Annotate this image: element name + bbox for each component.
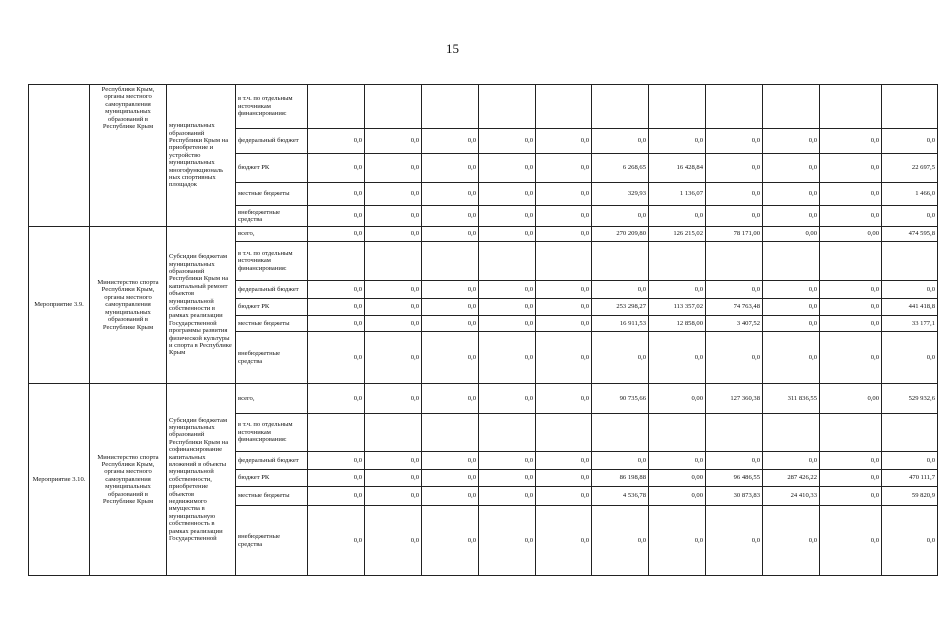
value-cell: 0,0: [536, 154, 592, 183]
value-cell: 0,00: [763, 227, 820, 242]
value-cell: 0,0: [706, 506, 763, 576]
value-cell: 0,0: [422, 316, 479, 332]
value-cell: 4 536,78: [592, 487, 649, 506]
value-cell: 0,0: [882, 332, 938, 384]
value-cell: 0,0: [706, 206, 763, 227]
value-cell: 0,0: [820, 299, 882, 316]
value-cell: 0,0: [649, 332, 706, 384]
value-cell: 0,0: [308, 183, 365, 206]
value-cell: 113 357,02: [649, 299, 706, 316]
value-cell: 0,0: [706, 332, 763, 384]
value-cell: [422, 414, 479, 452]
value-cell: 0,0: [365, 281, 422, 299]
value-cell: 0,0: [536, 332, 592, 384]
value-cell: 0,00: [820, 227, 882, 242]
description-cell: Субсидии бюджетам муниципальных образований Республики Крым на софинансирование капитальных вложений в объекты муниципальной собственности, приобретение объектов недвижимого имущества в муниципальную собственность в рамках реализации Государственной: [167, 384, 236, 576]
value-cell: 470 111,7: [882, 470, 938, 487]
value-cell: 0,0: [365, 227, 422, 242]
value-cell: 270 209,80: [592, 227, 649, 242]
value-cell: [592, 242, 649, 281]
value-cell: [479, 242, 536, 281]
value-cell: 0,0: [479, 299, 536, 316]
value-cell: 0,0: [763, 206, 820, 227]
value-cell: 0,0: [820, 206, 882, 227]
value-cell: 126 215,02: [649, 227, 706, 242]
value-cell: 0,0: [479, 384, 536, 414]
value-cell: 59 820,9: [882, 487, 938, 506]
value-cell: 0,0: [882, 506, 938, 576]
value-cell: 0,0: [882, 206, 938, 227]
value-cell: 0,0: [479, 487, 536, 506]
value-cell: 0,0: [820, 470, 882, 487]
value-cell: 0,0: [479, 470, 536, 487]
value-cell: 0,0: [649, 281, 706, 299]
value-cell: 86 198,88: [592, 470, 649, 487]
table-row: [29, 227, 938, 242]
value-cell: 0,0: [479, 506, 536, 576]
value-cell: 0,0: [308, 281, 365, 299]
value-cell: [592, 85, 649, 129]
value-cell: [365, 414, 422, 452]
value-cell: 0,0: [706, 281, 763, 299]
measure-name: Мероприятие 3.9.: [29, 227, 90, 384]
value-cell: 0,0: [308, 129, 365, 154]
value-cell: [479, 414, 536, 452]
value-cell: 0,0: [365, 154, 422, 183]
funding-source: бюджет РК: [236, 470, 308, 487]
value-cell: [882, 242, 938, 281]
value-cell: [536, 414, 592, 452]
value-cell: 0,0: [649, 506, 706, 576]
page-number: 15: [446, 41, 459, 56]
value-cell: 0,0: [592, 129, 649, 154]
value-cell: 0,0: [763, 332, 820, 384]
value-cell: 0,0: [706, 154, 763, 183]
value-cell: 0,0: [763, 129, 820, 154]
funding-source: федеральный бюджет: [236, 129, 308, 154]
value-cell: 0,0: [536, 452, 592, 470]
value-cell: 0,0: [592, 281, 649, 299]
value-cell: 0,0: [422, 332, 479, 384]
value-cell: 0,0: [308, 227, 365, 242]
value-cell: 0,0: [820, 154, 882, 183]
value-cell: [649, 414, 706, 452]
value-cell: 0,0: [536, 281, 592, 299]
value-cell: [649, 85, 706, 129]
value-cell: 0,0: [308, 206, 365, 227]
value-cell: 127 360,38: [706, 384, 763, 414]
value-cell: 0,0: [763, 506, 820, 576]
value-cell: [308, 414, 365, 452]
value-cell: 0,0: [308, 487, 365, 506]
value-cell: [308, 242, 365, 281]
value-cell: 0,0: [763, 154, 820, 183]
table-body: [29, 85, 938, 576]
value-cell: 0,0: [536, 470, 592, 487]
funding-source: в т.ч. по отдельным источникам финансирования:: [236, 242, 308, 281]
value-cell: 0,0: [706, 452, 763, 470]
value-cell: 0,0: [592, 452, 649, 470]
value-cell: 0,0: [308, 384, 365, 414]
value-cell: [479, 85, 536, 129]
value-cell: 0,0: [479, 281, 536, 299]
value-cell: [422, 85, 479, 129]
value-cell: [422, 242, 479, 281]
value-cell: 0,0: [422, 506, 479, 576]
value-cell: 6 268,65: [592, 154, 649, 183]
value-cell: 0,0: [365, 384, 422, 414]
value-cell: 0,0: [479, 332, 536, 384]
value-cell: 12 858,00: [649, 316, 706, 332]
value-cell: 0,0: [422, 487, 479, 506]
value-cell: [820, 242, 882, 281]
measure-name: Мероприятие 3.10.: [29, 384, 90, 576]
funding-source: бюджет РК: [236, 154, 308, 183]
value-cell: [536, 242, 592, 281]
value-cell: 1 466,0: [882, 183, 938, 206]
value-cell: 0,0: [365, 183, 422, 206]
value-cell: [763, 414, 820, 452]
measure-name: [29, 85, 90, 227]
description-cell: муниципальных образований Республики Крым на приобретение и устройство муниципальных многофункциональ ных спортивных площадок: [167, 85, 236, 227]
value-cell: 0,0: [308, 299, 365, 316]
value-cell: 0,0: [479, 206, 536, 227]
value-cell: 0,0: [536, 487, 592, 506]
value-cell: 74 763,48: [706, 299, 763, 316]
funding-source: всего,: [236, 227, 308, 242]
value-cell: 0,0: [882, 129, 938, 154]
value-cell: 0,0: [536, 183, 592, 206]
value-cell: [706, 85, 763, 129]
budget-table: [28, 84, 938, 576]
value-cell: 0,0: [308, 316, 365, 332]
value-cell: 0,0: [422, 154, 479, 183]
value-cell: 90 735,66: [592, 384, 649, 414]
value-cell: [592, 414, 649, 452]
value-cell: [882, 414, 938, 452]
funding-source: всего,: [236, 384, 308, 414]
value-cell: 0,00: [820, 384, 882, 414]
value-cell: 0,0: [422, 470, 479, 487]
value-cell: 0,0: [479, 183, 536, 206]
value-cell: 0,0: [536, 129, 592, 154]
value-cell: 0,0: [365, 470, 422, 487]
value-cell: 30 873,83: [706, 487, 763, 506]
value-cell: 0,0: [365, 506, 422, 576]
value-cell: 0,0: [536, 299, 592, 316]
description-cell: Субсидии бюджетам муниципальных образований Республики Крым на капитальный ремонт объектов муниципальной собственности в рамках реализации Государственной программы развития физической культуры и спорта в Республике Крым: [167, 227, 236, 384]
value-cell: 0,0: [422, 299, 479, 316]
value-cell: 0,0: [820, 332, 882, 384]
value-cell: [882, 85, 938, 129]
value-cell: 0,0: [649, 452, 706, 470]
funding-source: бюджет РК: [236, 299, 308, 316]
funding-source: местные бюджеты: [236, 183, 308, 206]
value-cell: 22 697,5: [882, 154, 938, 183]
value-cell: 287 426,22: [763, 470, 820, 487]
table-row: [29, 85, 938, 129]
value-cell: 0,0: [536, 384, 592, 414]
value-cell: 0,0: [365, 316, 422, 332]
value-cell: 0,0: [308, 470, 365, 487]
value-cell: [365, 242, 422, 281]
funding-source: в т.ч. по отдельным источникам финансирования:: [236, 85, 308, 129]
value-cell: 329,93: [592, 183, 649, 206]
value-cell: 0,0: [706, 183, 763, 206]
value-cell: [820, 85, 882, 129]
value-cell: 311 836,55: [763, 384, 820, 414]
value-cell: 0,0: [649, 129, 706, 154]
value-cell: [763, 85, 820, 129]
value-cell: 0,0: [365, 299, 422, 316]
value-cell: 0,0: [763, 452, 820, 470]
value-cell: 529 932,6: [882, 384, 938, 414]
value-cell: 0,0: [763, 281, 820, 299]
value-cell: 0,0: [422, 129, 479, 154]
funding-source: федеральный бюджет: [236, 452, 308, 470]
value-cell: 3 407,52: [706, 316, 763, 332]
funding-source: внебюджетные средства: [236, 332, 308, 384]
value-cell: [706, 242, 763, 281]
value-cell: 0,0: [536, 506, 592, 576]
value-cell: 0,0: [308, 506, 365, 576]
value-cell: 0,0: [882, 452, 938, 470]
value-cell: 0,0: [536, 227, 592, 242]
value-cell: 441 418,8: [882, 299, 938, 316]
value-cell: 33 177,1: [882, 316, 938, 332]
value-cell: 0,0: [365, 129, 422, 154]
value-cell: 0,0: [422, 227, 479, 242]
value-cell: 0,0: [422, 384, 479, 414]
value-cell: 0,00: [649, 384, 706, 414]
value-cell: [536, 85, 592, 129]
value-cell: 0,0: [422, 183, 479, 206]
funding-source: внебюджетные средства: [236, 506, 308, 576]
value-cell: 0,0: [422, 206, 479, 227]
funding-source: в т.ч. по отдельным источникам финансирования:: [236, 414, 308, 452]
value-cell: 0,0: [308, 452, 365, 470]
value-cell: [365, 85, 422, 129]
value-cell: 0,0: [479, 129, 536, 154]
value-cell: 16 428,84: [649, 154, 706, 183]
value-cell: 0,0: [365, 452, 422, 470]
value-cell: 0,0: [592, 332, 649, 384]
value-cell: 0,0: [820, 183, 882, 206]
value-cell: 0,0: [536, 316, 592, 332]
value-cell: 474 595,8: [882, 227, 938, 242]
value-cell: 0,0: [820, 316, 882, 332]
value-cell: 78 171,00: [706, 227, 763, 242]
value-cell: 0,0: [479, 227, 536, 242]
value-cell: [820, 414, 882, 452]
value-cell: 0,0: [820, 487, 882, 506]
value-cell: 0,0: [365, 332, 422, 384]
funding-source: федеральный бюджет: [236, 281, 308, 299]
value-cell: 24 410,33: [763, 487, 820, 506]
value-cell: 0,0: [763, 299, 820, 316]
value-cell: 1 136,07: [649, 183, 706, 206]
value-cell: 0,0: [820, 281, 882, 299]
value-cell: 0,0: [479, 452, 536, 470]
value-cell: 0,00: [649, 487, 706, 506]
value-cell: 0,0: [479, 154, 536, 183]
value-cell: 0,0: [763, 183, 820, 206]
value-cell: [763, 242, 820, 281]
value-cell: 16 911,53: [592, 316, 649, 332]
value-cell: 0,0: [308, 332, 365, 384]
value-cell: [649, 242, 706, 281]
value-cell: 0,0: [308, 154, 365, 183]
value-cell: 0,0: [422, 281, 479, 299]
funding-source: местные бюджеты: [236, 487, 308, 506]
value-cell: 0,0: [422, 452, 479, 470]
value-cell: 0,0: [536, 206, 592, 227]
value-cell: 253 298,27: [592, 299, 649, 316]
table-row: [29, 384, 938, 414]
executor-cell: Министерство спорта Республики Крым, органы местного самоуправления муниципальных образований в Республике Крым: [90, 227, 167, 384]
value-cell: 0,0: [820, 129, 882, 154]
executor-cell: Республики Крым, органы местного самоуправления муниципальных образований в Республике Крым: [90, 85, 167, 227]
value-cell: 0,0: [365, 487, 422, 506]
value-cell: 0,0: [649, 206, 706, 227]
value-cell: 0,0: [820, 506, 882, 576]
funding-source: местные бюджеты: [236, 316, 308, 332]
value-cell: 0,0: [882, 281, 938, 299]
value-cell: [308, 85, 365, 129]
value-cell: 0,0: [365, 206, 422, 227]
value-cell: 0,0: [706, 129, 763, 154]
value-cell: 0,00: [649, 470, 706, 487]
value-cell: 0,0: [820, 452, 882, 470]
executor-cell: Министерство спорта Республики Крым, органы местного самоуправления муниципальных образований в Республике Крым: [90, 384, 167, 576]
value-cell: [706, 414, 763, 452]
funding-source: внебюджетные средства: [236, 206, 308, 227]
value-cell: 0,0: [592, 206, 649, 227]
value-cell: 0,0: [479, 316, 536, 332]
value-cell: 0,0: [592, 506, 649, 576]
value-cell: 96 486,55: [706, 470, 763, 487]
value-cell: 0,0: [763, 316, 820, 332]
